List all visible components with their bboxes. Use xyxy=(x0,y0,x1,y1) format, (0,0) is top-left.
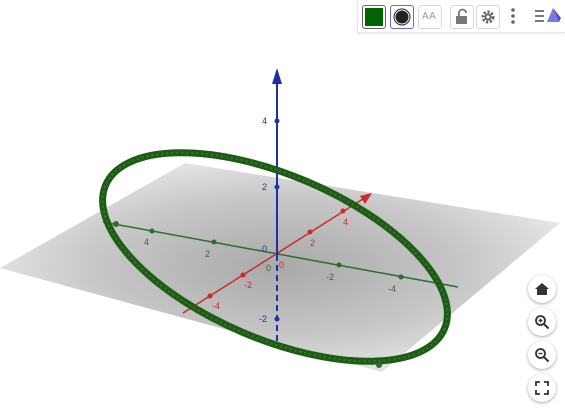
label-style-button[interactable] xyxy=(418,5,442,29)
settings-button[interactable] xyxy=(476,5,500,29)
3d-view-menu-icon xyxy=(534,5,562,27)
x-tick-label: 2 xyxy=(310,238,316,248)
view-menu-button[interactable] xyxy=(534,5,562,29)
home-button[interactable] xyxy=(528,275,556,303)
x-tick-label: -4 xyxy=(212,301,221,311)
y-tick-label: -2 xyxy=(326,272,335,282)
y-tick-label: 2 xyxy=(205,249,211,259)
y-tick-label: -4 xyxy=(388,284,397,294)
x-tick-label: 4 xyxy=(343,217,349,227)
home-icon xyxy=(534,281,550,297)
color-button[interactable] xyxy=(362,5,386,29)
z-tick-label: 0 xyxy=(262,244,268,254)
filled-circle-icon xyxy=(391,6,413,28)
curve-point[interactable] xyxy=(376,362,382,368)
curve-point[interactable] xyxy=(113,221,119,227)
z-axis-arrow xyxy=(272,68,282,84)
zoom-out-button[interactable] xyxy=(528,341,556,369)
label-style-text: AA xyxy=(422,11,437,22)
vertical-dots-icon xyxy=(502,5,524,27)
lock-button[interactable] xyxy=(450,5,474,29)
more-options-button[interactable] xyxy=(502,5,526,29)
style-toolbar xyxy=(357,1,565,33)
gear-icon xyxy=(477,6,499,28)
zoom-in-button[interactable] xyxy=(528,308,556,336)
y-tick-label: 4 xyxy=(144,237,150,247)
z-tick-label: -2 xyxy=(259,314,268,324)
z-tick-label: 2 xyxy=(262,182,268,192)
z-tick-label: 4 xyxy=(262,116,268,126)
fullscreen-icon xyxy=(534,380,550,396)
fullscreen-button[interactable] xyxy=(528,374,556,402)
y-origin-label: 0 xyxy=(266,263,272,273)
point-style-button[interactable] xyxy=(390,5,414,29)
color-swatch xyxy=(365,8,383,26)
x-tick-label: -2 xyxy=(244,280,253,290)
zoom-out-icon xyxy=(534,347,550,363)
x-tick-label: 0 xyxy=(279,260,285,270)
zoom-in-icon xyxy=(534,314,550,330)
unlock-icon xyxy=(451,6,473,28)
